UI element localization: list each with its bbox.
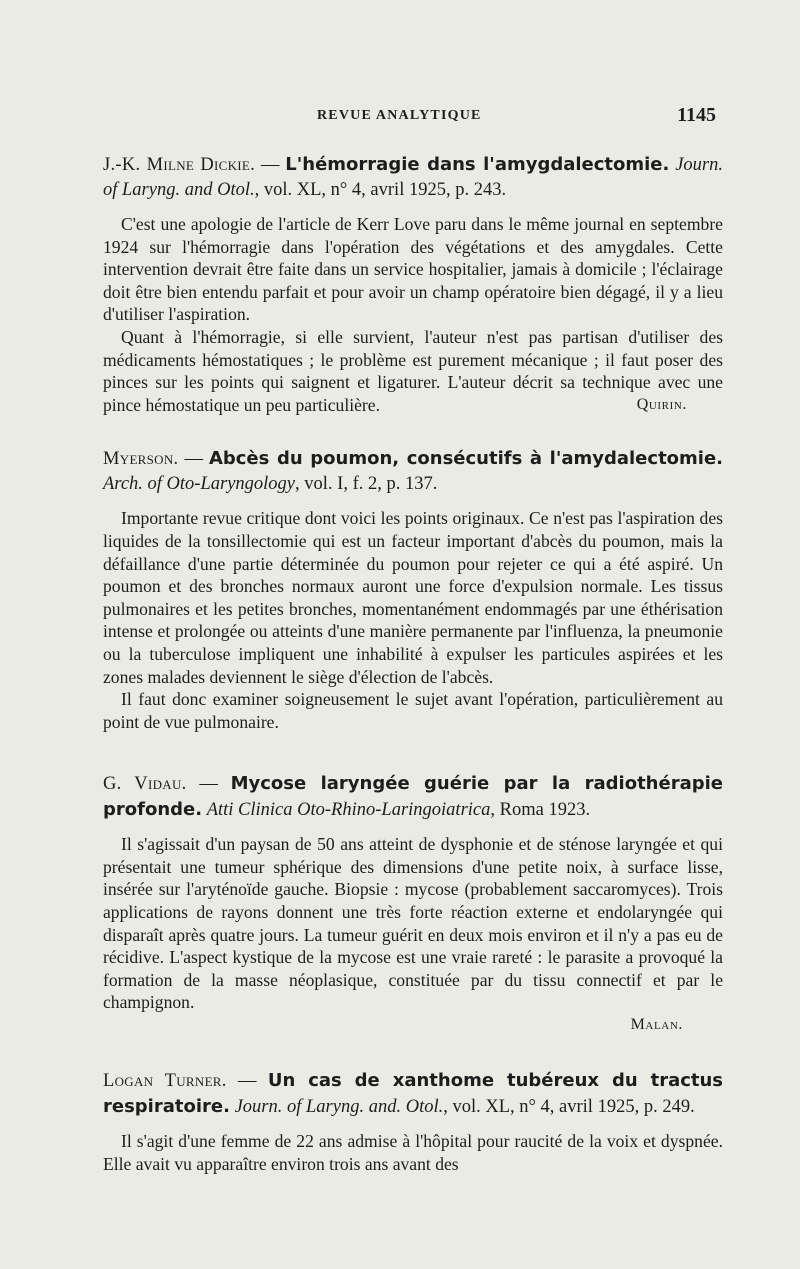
article-title: Abcès du poumon, consécutifs à l'amydalectomie. (208, 448, 724, 470)
article-reference: , vol. XL, n° 4, avril 1925, p. 249. (443, 1097, 695, 1118)
article-paragraph: Importante revue critique dont voici les points originaux. Ce n'est pas l'aspiration des liquides de la tonsillectomie qui est un facteur important d'abcès du poumon, mais la défaillance d'une partie déterminée du poumon pour rejeter ce qui a été aspiré. Un poumon et des bronches normaux auront une force d'expulsion normale. Les tissus pulmonaires et les petites bronches, momentanément endommagés par une éthérisation intense et prolongée ou atteints d'une manière permanente par l'influenza, la pneumonie ou la tuberculose impliquent une inhabilité à expulser les particules aspirées et les zones malades deviennent le siège d'élection de l'abcès. (103, 508, 723, 687)
article-journal: Journ. of Laryng. and Otol. (103, 155, 724, 200)
article-dash: — (178, 449, 209, 470)
article-title: Un cas de xanthome tubéreux du tractus respiratoire. (103, 1070, 724, 1118)
running-head (103, 104, 722, 130)
article-author: Myerson. (103, 449, 179, 470)
article-journal: Atti Clinica Oto-Rhino-Laringoiatrica (206, 800, 491, 821)
article-signature: Quirin. (636, 395, 687, 413)
article-list (103, 152, 723, 1175)
article-citation (103, 771, 723, 823)
article-author: Logan Turner. (103, 1071, 227, 1092)
page-number: 1145 (677, 104, 716, 126)
article-reference: , vol. XL, n° 4, avril 1925, p. 243. (254, 180, 507, 200)
article-separator (103, 733, 723, 771)
article-author: J.-K. Milne Dickie. (103, 155, 256, 175)
article-signature: Malan. (630, 1016, 683, 1034)
article-citation (103, 152, 723, 203)
article-citation (103, 1068, 723, 1120)
article-logan-turner (103, 1068, 723, 1175)
article-paragraph: Il faut donc examiner soigneusement le sujet avant l'opération, particulièrement au point de vue pulmonaire. (103, 689, 723, 732)
article-paragraph (103, 326, 723, 416)
article-title: Mycose laryngée guérie par la radiothérapie profonde. (103, 773, 723, 821)
article-dash: — (226, 1071, 268, 1092)
article-reference: , Roma 1923. (490, 800, 591, 821)
article-journal: Arch. of Oto-Laryngology (103, 474, 296, 495)
article-paragraph: Il s'agissait d'un paysan de 50 ans atteint de dysphonie et de sténose laryngée et qui présentait une tumeur sphérique des dimensions d'une petite noix, à surface lisse, insérée sur l'aryténoïde gauche. Biopsie : mycose (probablement saccaromyces). Trois applications de rayons donnent une très forte réaction externe et endolaryngée qui disparaît après quatre jours. La tumeur guérit en deux mois environ et il n'y a pas eu de récidive. L'aspect kystique de la mycose est une vraie rareté : le parasite a provoqué la formation de la masse néoplasique, constituée par du tissu connectif et par le champignon. (103, 834, 723, 1013)
running-title: REVUE ANALYTIQUE (317, 108, 482, 123)
article-title: L'hémorragie dans l'amygdalectomie. (285, 154, 670, 175)
article-separator (103, 416, 723, 446)
article-dash: — (255, 155, 286, 175)
article-journal: Journ. of Laryng. and. Otol. (234, 1097, 444, 1118)
article-paragraph: C'est une apologie de l'article de Kerr Love paru dans le même journal en septembre 1924 sur l'hémorragie dans l'opération des végétations et des amygdales. Cette intervention devrait être faite dans un service hospitalier, jamais à domicile ; l'éclairage doit être bien entendu parfait et pour avoir un champ opératoire bien dégagé, il y a lieu d'utiliser l'aspiration. (103, 214, 723, 325)
article-vidau (103, 771, 723, 1036)
article-author: G. Vidau. (103, 774, 187, 795)
article-myerson (103, 446, 723, 733)
article-dash: — (186, 774, 231, 795)
article-milne-dickie (103, 152, 723, 416)
article-paragraph: Il s'agit d'une femme de 22 ans admise à l'hôpital pour raucité de la voix et dyspnée. Elle avait vu apparaître environ trois ans avant des (103, 1131, 723, 1174)
article-citation (103, 446, 723, 497)
article-reference: , vol. I, f. 2, p. 137. (295, 474, 438, 495)
article-separator (103, 1036, 723, 1068)
article-paragraph-text: Quant à l'hémorragie, si elle survient, l'auteur n'est pas partisan d'utiliser des médicaments hémostatiques ; le problème est purement mécanique ; il faut poser des pinces sur les points qui saignent et ligaturer. L'auteur décrit sa technique avec une pince hémostatique un peu particulière. (103, 326, 723, 415)
